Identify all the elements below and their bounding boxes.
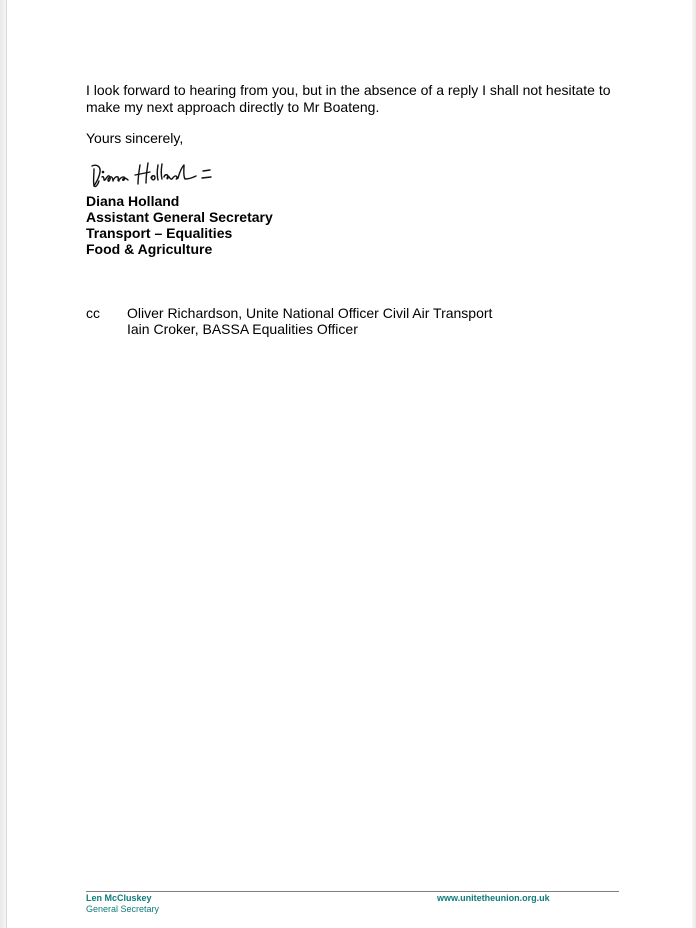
footer-website: www.unitetheunion.org.uk (437, 893, 550, 903)
signatory-title-3: Food & Agriculture (86, 241, 213, 257)
cc-recipient: Oliver Richardson, Unite National Officer Civil Air Transport (127, 305, 493, 321)
cc-label: cc (86, 305, 100, 321)
body-paragraph: I look forward to hearing from you, but in the absence of a reply I shall not hesitate to make my next approach directly to Mr Boateng. (86, 82, 611, 115)
page-shadow-right (692, 0, 696, 928)
signatory-block (86, 193, 273, 257)
footer-title: General Secretary (86, 904, 160, 914)
footer-divider (86, 891, 619, 892)
closing-salutation: Yours sincerely, (86, 130, 184, 146)
footer-name: Len McCluskey (86, 893, 152, 903)
cc-recipients (127, 305, 492, 337)
signatory-name: Diana Holland (86, 193, 180, 209)
handwritten-signature (88, 157, 220, 191)
signatory-title-2: Transport – Equalities (86, 225, 233, 241)
signatory-title-1: Assistant General Secretary (86, 209, 273, 225)
cc-recipient: Iain Croker, BASSA Equalities Officer (127, 321, 358, 337)
